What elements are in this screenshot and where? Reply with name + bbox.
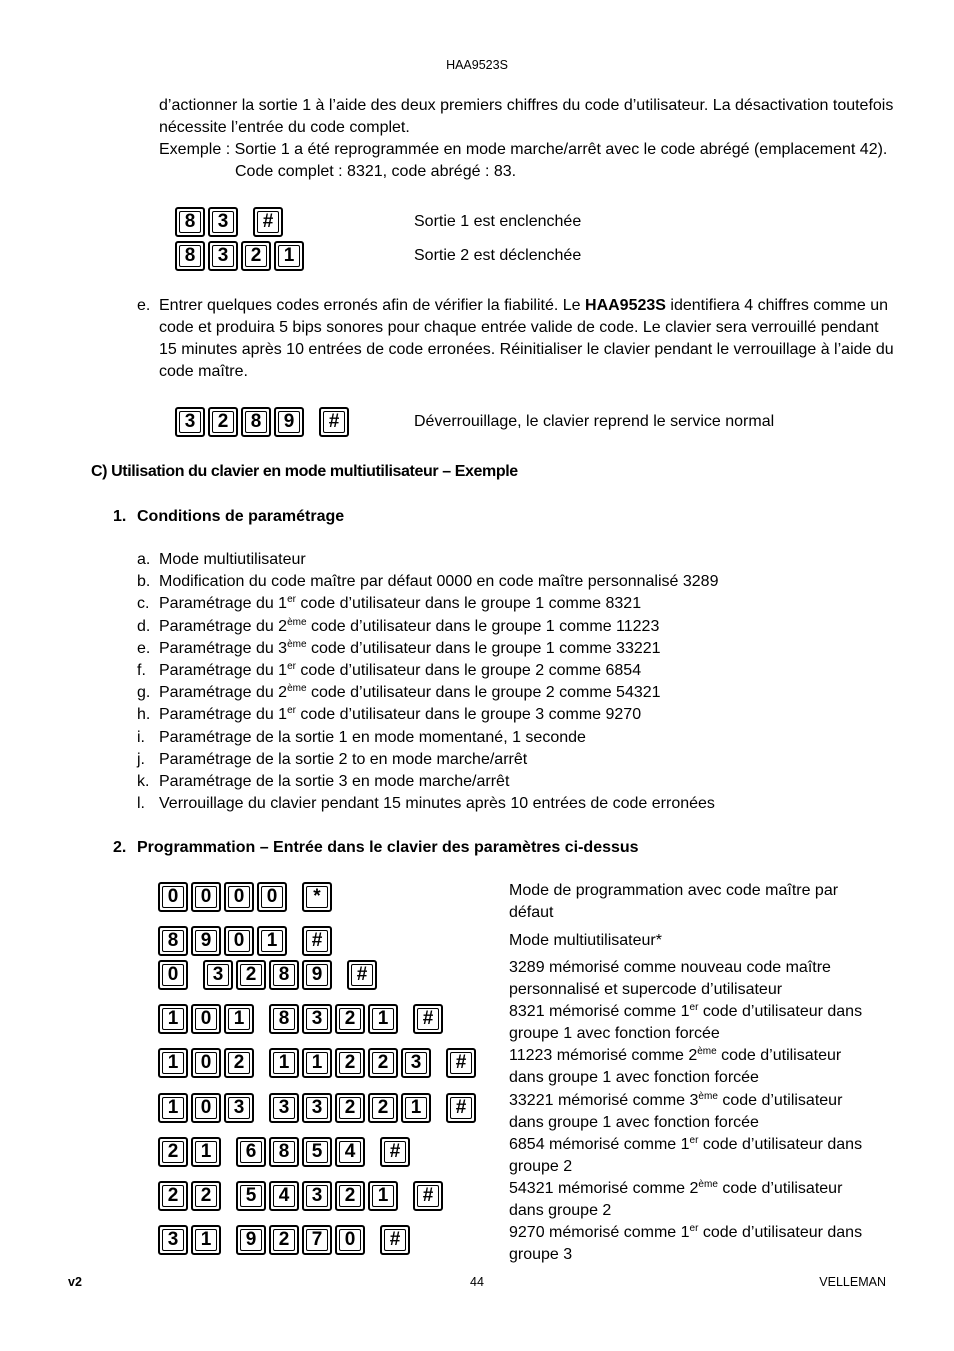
condition-item: Paramétrage de la sortie 1 en mode momentané, 1 seconde: [159, 729, 586, 746]
keypad-key-9: [274, 407, 304, 437]
keypad-key-2: [335, 1093, 365, 1123]
keypad-key-8: [175, 207, 205, 237]
keypad-key-0: [158, 882, 188, 912]
keypad-key-2: [335, 1004, 365, 1034]
keypad-key-0: [191, 1093, 221, 1123]
keypad-key-label: 8: [278, 1141, 290, 1162]
keypad-key-label: 2: [167, 1185, 179, 1206]
condition-letter: a.: [137, 551, 151, 568]
keypad-key-1: [274, 241, 304, 271]
condition-item: Mode multiutilisateur: [159, 551, 306, 568]
condition-letter: f.: [137, 662, 146, 679]
keypad-key-4: [335, 1137, 365, 1167]
keypad-key-hash: [446, 1093, 476, 1123]
condition-letter: e.: [137, 640, 151, 657]
keypad-key-label: 1: [200, 1229, 212, 1250]
keypad-key-label: #: [422, 1185, 434, 1206]
keypad-key-9: [191, 926, 221, 956]
condition-item: Modification du code maître par défaut 0000 en code maître personnalisé 3289: [159, 573, 719, 590]
keypad-key-1: [158, 1048, 188, 1078]
keypad-key-label: #: [389, 1141, 401, 1162]
keypad-key-2: [241, 241, 271, 271]
keypad-key-hash: [253, 207, 283, 237]
keypad-key-label: 5: [311, 1141, 323, 1162]
keypad-key-label: 1: [410, 1097, 422, 1118]
unlock-desc: Déverrouillage, le clavier reprend le service normal: [414, 413, 775, 430]
footer-version: v2: [68, 1275, 82, 1289]
keypad-key-label: 6: [245, 1141, 257, 1162]
keypad-key-label: 9: [245, 1229, 257, 1250]
keypad-key-label: 0: [167, 886, 179, 907]
keypad-key-2: [236, 960, 266, 990]
keypad-key-label: 0: [344, 1229, 356, 1250]
keypad-key-label: 2: [377, 1097, 389, 1118]
keypad-key-3: [401, 1048, 431, 1078]
keypad-key-label: #: [455, 1097, 467, 1118]
keypad-key-8: [175, 241, 205, 271]
keypad-key-label: 1: [283, 245, 295, 266]
prog-desc-3: 3289 mémorisé comme nouveau code maître personnalisé et supercode d’utilisateur: [509, 959, 831, 998]
keypad-key-label: 8: [250, 411, 262, 432]
item-e-line-2: code et produira 5 bips sonores pour chaque entrée valide de code. Le clavier sera verrouillé pendant: [159, 319, 879, 336]
keypad-key-8: [269, 960, 299, 990]
keypad-key-3: [158, 1225, 188, 1255]
keypad-key-2: [191, 1181, 221, 1211]
keypad-key-label: 1: [200, 1141, 212, 1162]
section-c-title: C) Utilisation du clavier en mode multiutilisateur – Exemple: [91, 463, 518, 480]
keypad-key-label: 3: [311, 1185, 323, 1206]
keypad-key-3: [208, 207, 238, 237]
condition-item: Paramétrage du 1er code d’utilisateur dans le groupe 2 comme 6854: [159, 661, 642, 679]
subsection-2-title: Programmation – Entrée dans le clavier des paramètres ci-dessus: [137, 839, 639, 856]
keypad-key-0: [224, 926, 254, 956]
keypad-key-label: 2: [278, 1229, 290, 1250]
keypad-key-star: [302, 882, 332, 912]
keypad-key-label: 8: [184, 211, 196, 232]
keypad-key-label: 1: [311, 1052, 323, 1073]
keypad-key-4: [269, 1181, 299, 1211]
prog-desc-5: 11223 mémorisé comme 2ème code d’utilisateur dans groupe 1 avec fonction forcée: [509, 1046, 842, 1086]
keypad-key-label: 0: [233, 886, 245, 907]
keypad-key-label: *: [313, 886, 321, 907]
keypad-key-3: [175, 407, 205, 437]
prog-desc-8: 54321 mémorisé comme 2ème code d’utilisateur dans groupe 2: [509, 1179, 843, 1219]
keypad-key-9: [236, 1225, 266, 1255]
keypad-key-1: [158, 1093, 188, 1123]
keypad-key-0: [158, 960, 188, 990]
keypad-key-label: 2: [233, 1052, 245, 1073]
keypad-key-label: 1: [377, 1185, 389, 1206]
keypad-key-8: [241, 407, 271, 437]
keypad-key-label: 8: [184, 245, 196, 266]
keypad-key-hash: [380, 1137, 410, 1167]
keypad-key-1: [368, 1181, 398, 1211]
page-header-model: HAA9523S: [446, 58, 508, 72]
keypad-key-label: 1: [266, 930, 278, 951]
keypad-key-label: 2: [344, 1185, 356, 1206]
keypad-key-7: [302, 1225, 332, 1255]
keypad-key-label: #: [262, 211, 274, 232]
keypad-key-label: 3: [217, 245, 229, 266]
keypad-key-3: [269, 1093, 299, 1123]
keypad-key-2: [368, 1093, 398, 1123]
keypad-key-hash: [347, 960, 377, 990]
keypad-key-label: 2: [344, 1097, 356, 1118]
keypad-key-3: [224, 1093, 254, 1123]
keypad-key-label: #: [455, 1052, 467, 1073]
keypad-key-label: 2: [217, 411, 229, 432]
subsection-1-title: Conditions de paramétrage: [137, 508, 345, 525]
keypad-key-label: 8: [278, 1008, 290, 1029]
keypad-key-9: [302, 960, 332, 990]
keypad-key-hash: [446, 1048, 476, 1078]
keypad-key-label: 9: [311, 964, 323, 985]
keypad-key-6: [236, 1137, 266, 1167]
prog-desc-9: 9270 mémorisé comme 1er code d’utilisateur dans groupe 3: [509, 1223, 863, 1263]
keypad-key-label: 9: [283, 411, 295, 432]
condition-item: Verrouillage du clavier pendant 15 minutes après 10 entrées de code erronées: [159, 795, 715, 812]
item-e-line-1: Entrer quelques codes erronés afin de vérifier la fiabilité. Le HAA9523S identifiera 4 chiffres comme un: [159, 297, 888, 314]
keypad-key-label: 2: [344, 1008, 356, 1029]
keypad-key-label: 4: [278, 1185, 290, 1206]
keypad-key-label: 2: [377, 1052, 389, 1073]
keypad-key-label: 2: [167, 1141, 179, 1162]
keypad-key-0: [257, 882, 287, 912]
condition-item: Paramétrage de la sortie 2 to en mode marche/arrêt: [159, 751, 528, 768]
keypad-key-2: [224, 1048, 254, 1078]
keypad-key-label: 7: [311, 1229, 323, 1250]
prog-desc-1: Mode de programmation avec code maître par défaut: [509, 882, 839, 921]
keypad-key-1: [401, 1093, 431, 1123]
keypad-key-hash: [380, 1225, 410, 1255]
keypad-key-label: 1: [167, 1097, 179, 1118]
intro-line-2: nécessite l’entrée du code complet.: [159, 119, 410, 136]
keypad-key-1: [191, 1225, 221, 1255]
condition-item: Paramétrage du 3ème code d’utilisateur dans le groupe 1 comme 33221: [159, 639, 661, 657]
keypad-key-label: 0: [200, 1097, 212, 1118]
condition-item: Paramétrage du 1er code d’utilisateur dans le groupe 3 comme 9270: [159, 705, 642, 723]
keypad-key-label: 5: [245, 1185, 257, 1206]
keypad-key-1: [224, 1004, 254, 1034]
keypad-key-label: 3: [167, 1229, 179, 1250]
keypad-key-label: 1: [167, 1008, 179, 1029]
keypad-key-3: [302, 1181, 332, 1211]
keypad-key-label: 0: [200, 1052, 212, 1073]
keypad-key-2: [269, 1225, 299, 1255]
keypad-key-5: [302, 1137, 332, 1167]
condition-item: Paramétrage du 2ème code d’utilisateur dans le groupe 1 comme 11223: [159, 617, 660, 635]
keypad-key-label: 3: [410, 1052, 422, 1073]
subsection-2-number: 2.: [113, 839, 127, 856]
condition-letter: h.: [137, 706, 151, 723]
prog-desc-6: 33221 mémorisé comme 3ème code d’utilisateur dans groupe 1 avec fonction forcée: [509, 1091, 843, 1131]
condition-letter: k.: [137, 773, 150, 790]
example-desc-2: Sortie 2 est déclenchée: [414, 247, 582, 264]
condition-letter: i.: [137, 729, 145, 746]
keypad-key-label: 1: [233, 1008, 245, 1029]
keypad-key-8: [269, 1004, 299, 1034]
keypad-key-label: 0: [266, 886, 278, 907]
keypad-key-1: [257, 926, 287, 956]
keypad-key-label: 0: [233, 930, 245, 951]
keypad-key-label: 0: [167, 964, 179, 985]
keypad-key-hash: [413, 1181, 443, 1211]
keypad-key-label: #: [389, 1229, 401, 1250]
intro-line-4: Code complet : 8321, code abrégé : 83.: [235, 163, 517, 180]
keypad-key-0: [191, 1004, 221, 1034]
keypad-key-1: [158, 1004, 188, 1034]
keypad-key-8: [158, 926, 188, 956]
keypad-key-label: 3: [217, 211, 229, 232]
condition-letter: g.: [137, 684, 151, 701]
keypad-key-label: #: [311, 930, 323, 951]
prog-desc-7: 6854 mémorisé comme 1er code d’utilisateur dans groupe 2: [509, 1135, 863, 1175]
keypad-key-label: 2: [344, 1052, 356, 1073]
keypad-key-label: #: [356, 964, 368, 985]
keypad-key-3: [203, 960, 233, 990]
keypad-key-2: [335, 1181, 365, 1211]
keypad-key-label: 3: [278, 1097, 290, 1118]
keypad-key-label: 1: [167, 1052, 179, 1073]
keypad-key-0: [335, 1225, 365, 1255]
example-desc-1: Sortie 1 est enclenchée: [414, 213, 582, 230]
keypad-key-hash: [319, 407, 349, 437]
keypad-key-hash: [302, 926, 332, 956]
condition-letter: b.: [137, 573, 151, 590]
keypad-key-label: 8: [167, 930, 179, 951]
keypad-key-hash: [413, 1004, 443, 1034]
keypad-key-label: 3: [233, 1097, 245, 1118]
footer-page-number: 44: [470, 1275, 484, 1289]
prog-desc-4: 8321 mémorisé comme 1er code d’utilisateur dans groupe 1 avec fonction forcée: [509, 1002, 863, 1042]
keypad-key-label: 1: [278, 1052, 290, 1073]
keypad-key-0: [224, 882, 254, 912]
condition-letter: l.: [137, 795, 145, 812]
keypad-key-2: [158, 1181, 188, 1211]
keypad-key-3: [302, 1093, 332, 1123]
intro-line-3: Exemple : Sortie 1 a été reprogrammée en mode marche/arrêt avec le code abrégé (emplacement 42).: [159, 141, 888, 158]
keypad-key-5: [236, 1181, 266, 1211]
keypad-key-label: 3: [212, 964, 224, 985]
condition-letter: j.: [137, 751, 145, 768]
condition-item: Paramétrage du 2ème code d’utilisateur dans le groupe 2 comme 54321: [159, 683, 661, 701]
keypad-key-label: #: [422, 1008, 434, 1029]
condition-letter: c.: [137, 595, 150, 612]
keypad-key-label: 2: [250, 245, 262, 266]
keypad-key-label: 4: [344, 1141, 356, 1162]
keypad-key-label: 9: [200, 930, 212, 951]
prog-desc-2: Mode multiutilisateur*: [509, 932, 662, 949]
keypad-key-3: [208, 241, 238, 271]
keypad-key-1: [302, 1048, 332, 1078]
item-e-line-3: 15 minutes après 10 entrées de code erronées. Réinitialiser le clavier pendant le verrouillage à l’aide du: [159, 341, 894, 358]
keypad-key-label: 1: [377, 1008, 389, 1029]
keypad-key-label: 3: [311, 1008, 323, 1029]
keypad-key-label: 0: [200, 886, 212, 907]
condition-letter: d.: [137, 618, 151, 635]
keypad-key-2: [158, 1137, 188, 1167]
item-e-line-4: code maître.: [159, 363, 248, 380]
keypad-key-label: 8: [278, 964, 290, 985]
keypad-key-label: 3: [184, 411, 196, 432]
keypad-key-label: 3: [311, 1097, 323, 1118]
keypad-key-2: [335, 1048, 365, 1078]
keypad-key-2: [368, 1048, 398, 1078]
keypad-key-1: [269, 1048, 299, 1078]
item-e-letter: e.: [137, 297, 151, 314]
keypad-key-8: [269, 1137, 299, 1167]
keypad-key-2: [208, 407, 238, 437]
intro-line-1: d’actionner la sortie 1 à l’aide des deux premiers chiffres du code d’utilisateur. La désactivation toutefois: [159, 97, 894, 114]
keypad-key-label: 0: [200, 1008, 212, 1029]
condition-item: Paramétrage de la sortie 3 en mode marche/arrêt: [159, 773, 510, 790]
keypad-key-label: 2: [245, 964, 257, 985]
keypad-key-0: [191, 1048, 221, 1078]
keypad-key-3: [302, 1004, 332, 1034]
keypad-key-1: [368, 1004, 398, 1034]
keypad-key-1: [191, 1137, 221, 1167]
footer-brand: VELLEMAN: [819, 1275, 886, 1289]
condition-item: Paramétrage du 1er code d’utilisateur dans le groupe 1 comme 8321: [159, 594, 642, 612]
keypad-key-label: #: [328, 411, 340, 432]
keypad-key-label: 2: [200, 1185, 212, 1206]
subsection-1-number: 1.: [113, 508, 127, 525]
keypad-key-0: [191, 882, 221, 912]
